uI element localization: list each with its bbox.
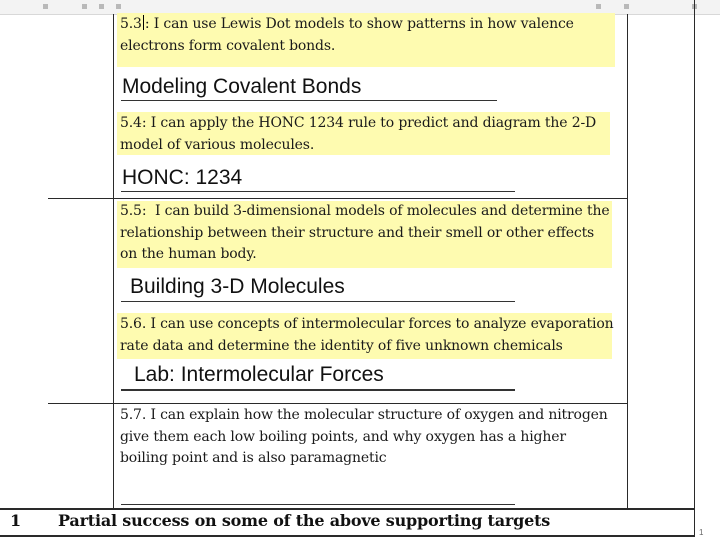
ruler-marker xyxy=(596,4,601,9)
target-text: I can use concepts of intermolecular forces to analyze evaporation rate data and determine the identity of five unknown chemicals xyxy=(120,316,614,354)
learning-target: 5.7. I can explain how the molecular structure of oxygen and nitrogen give them each low boiling points, and why oxygen has a higher boiling point and is also paramagnetic xyxy=(120,407,608,466)
answer-line xyxy=(121,191,515,192)
target-code: 5.6 xyxy=(120,316,142,332)
answer-line xyxy=(121,301,515,302)
table-row-border xyxy=(0,508,695,510)
score-description: Partial success on some of the above supporting targets xyxy=(58,511,551,530)
answer-line xyxy=(121,389,515,391)
answer-text[interactable]: Modeling Covalent Bonds xyxy=(122,75,362,98)
answer-text[interactable]: Building 3-D Molecules xyxy=(130,275,345,298)
ruler-marker xyxy=(82,4,87,9)
answer-text[interactable]: HONC: 1234 xyxy=(122,166,243,189)
target-code: 5.5 xyxy=(120,203,142,219)
table-right-border xyxy=(694,0,695,536)
target-text: I can build 3-dimensional models of molecules and determine the relationship between their structure and their smell or other effects on the human body. xyxy=(120,203,610,262)
answer-line xyxy=(121,100,497,101)
ruler-marker xyxy=(43,4,48,9)
ruler-marker xyxy=(116,4,121,9)
target-text: I can explain how the molecular structure of oxygen and nitrogen give them each low boiling points, and why oxygen has a higher boiling point and is also paramagnetic xyxy=(120,407,608,466)
answer-line xyxy=(121,504,515,505)
learning-target: 5.6. I can use concepts of intermolecular forces to analyze evaporation rate data and determine the identity of five unknown chemicals xyxy=(120,316,614,354)
table-column-border xyxy=(627,14,628,508)
target-code: 5.7 xyxy=(120,407,142,423)
answer-text[interactable]: Lab: Intermolecular Forces xyxy=(134,363,384,386)
table-bottom-border xyxy=(0,535,695,537)
score-value: 1 xyxy=(10,511,22,530)
target-text: I can apply the HONC 1234 rule to predict and diagram the 2-D model of various molecules. xyxy=(120,115,597,153)
ruler-marker xyxy=(99,4,104,9)
learning-target: 5.3 : I can use Lewis Dot models to show patterns in how valence electrons form covalent bonds. xyxy=(120,16,574,54)
target-code: 5.4 xyxy=(120,115,142,131)
text-cursor xyxy=(143,15,144,30)
learning-target: 5.4: I can apply the HONC 1234 rule to predict and diagram the 2-D model of various molecules. xyxy=(120,115,597,153)
learning-target: 5.5: I can build 3-dimensional models of molecules and determine the relationship between their structure and their smell or other effects on the human body. xyxy=(120,203,610,262)
table-column-border xyxy=(113,14,114,508)
ruler-marker xyxy=(624,4,629,9)
table-row-border xyxy=(48,198,628,199)
target-text: I can use Lewis Dot models to show patterns in how valence electrons form covalent bonds. xyxy=(120,16,574,54)
table-row-border xyxy=(48,403,628,404)
target-code: 5.3 xyxy=(120,16,142,32)
page-number: 1 xyxy=(699,528,704,537)
